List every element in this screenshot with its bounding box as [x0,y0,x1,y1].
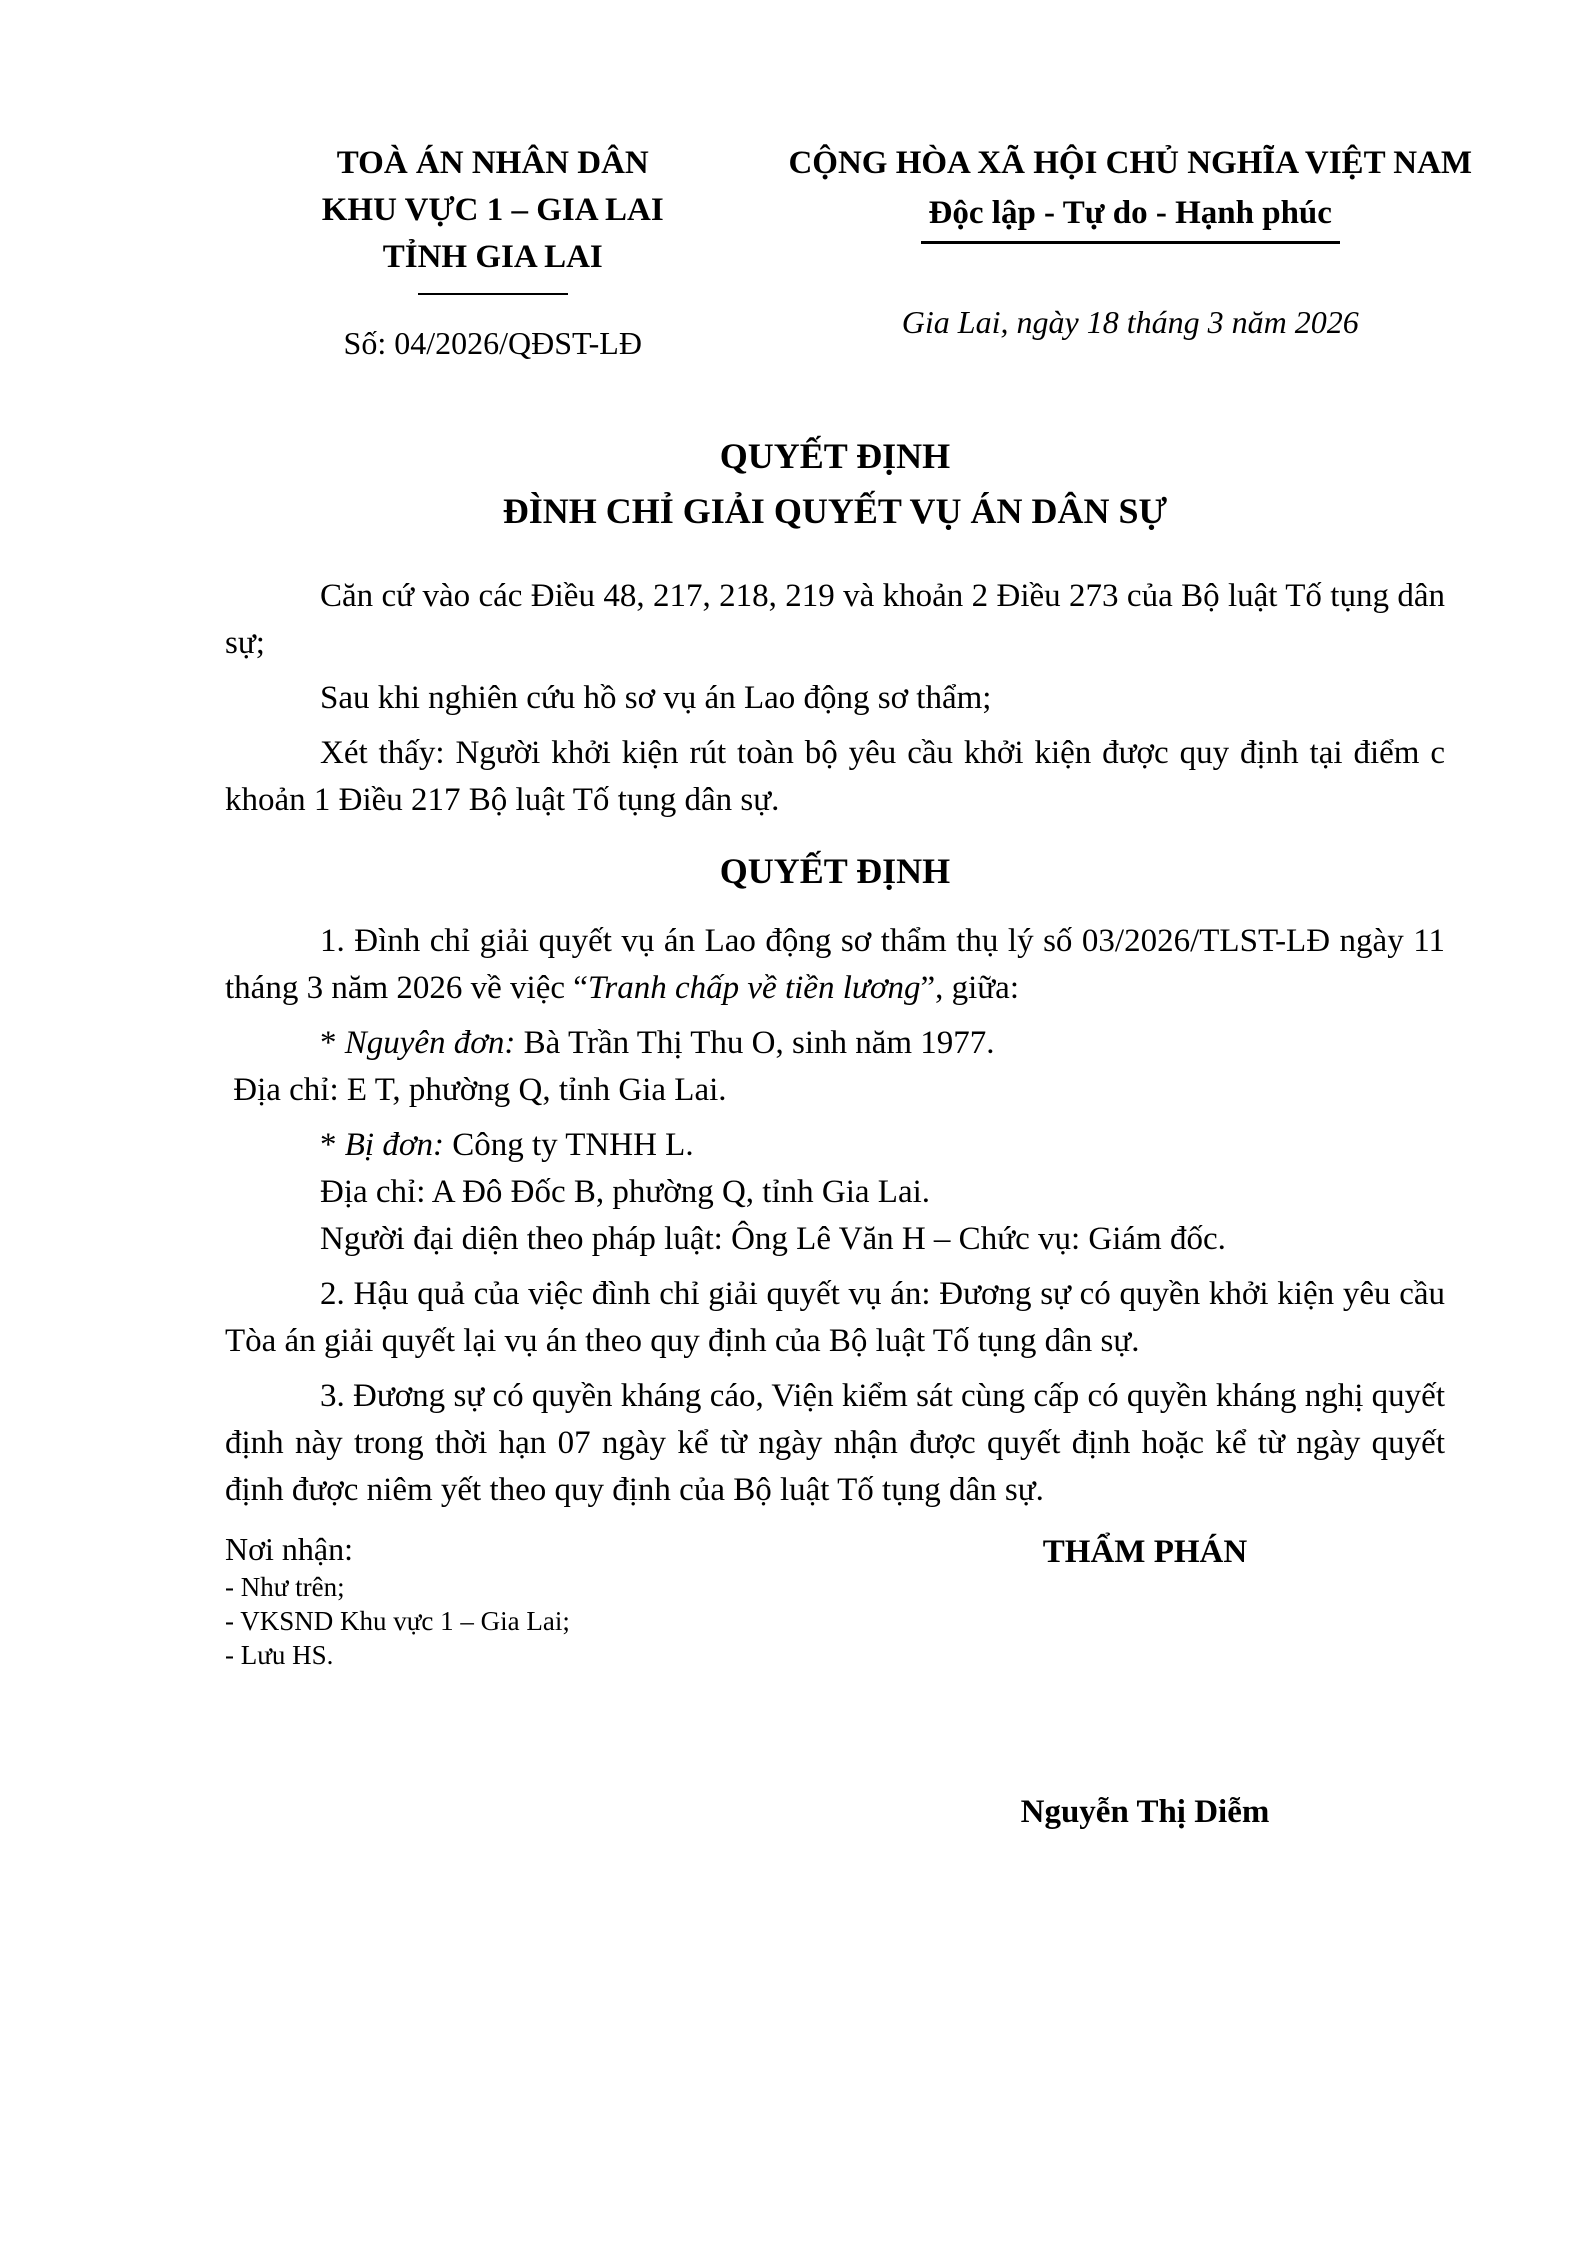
judge-name: Nguyễn Thị Diễm [1020,1794,1270,1830]
defendant-label: Bị đơn: [344,1127,444,1163]
recipients-block [225,1528,570,1672]
preamble-paragraph-1: Căn cứ vào các Điều 48, 217, 218, 219 và khoản 2 Điều 273 của Bộ luật Tố tụng dân sự; [225,578,1445,661]
preamble-paragraph-2: Sau khi nghiên cứu hồ sơ vụ án Lao động sơ thẩm; [320,680,992,716]
plaintiff-address-line: Địa chỉ: E T, phường Q, tỉnh Gia Lai. [225,1072,727,1108]
decision-item-3: 3. Đương sự có quyền kháng cáo, Viện kiểm sát cùng cấp có quyền kháng nghị quyết định này trong thời hạn 07 ngày kể từ ngày nhận được quyết định hoặc kể từ ngày quyết định được niêm yết theo quy định của Bộ luật Tố tụng dân sự. [225,1378,1445,1508]
preamble-paragraph-3: Xét thấy: Người khởi kiện rút toàn bộ yêu cầu khởi kiện được quy định tại điểm c khoản 1 Điều 217 Bộ luật Tố tụng dân sự. [225,735,1445,818]
document-footer [225,1528,1445,1835]
recipient-item: - Lưu HS. [225,1640,334,1670]
decision-item-2: 2. Hậu quả của việc đình chỉ giải quyết vụ án: Đương sự có quyền khởi kiện yêu cầu Tòa án giải quyết lại vụ án theo quy định của Bộ luật Tố tụng dân sự. [225,1276,1445,1359]
national-motto: Độc lập - Tự do - Hạnh phúc [921,191,1340,244]
defendant-address-line: Địa chỉ: A Đô Đốc B, phường Q, tỉnh Gia Lai. [320,1174,931,1210]
signature-block [845,1530,1445,1835]
case-subject-italic: Tranh chấp về tiền lương [587,970,921,1006]
decision-item-1-text: 1. Đình chỉ giải quyết vụ án Lao động sơ thẩm thụ lý số 03/2026/TLST-LĐ ngày 11 tháng 3 năm 2026 về việc “ [225,923,1445,1006]
decision-item-1 [225,918,1445,1012]
recipient-item: - VKSND Khu vực 1 – Gia Lai; [225,1606,570,1636]
defendant-marker: * [320,1127,345,1163]
court-name-line-1: TOÀ ÁN NHÂN DÂN [336,145,649,181]
decision-section-heading: QUYẾT ĐỊNH [719,851,951,891]
plaintiff-name: Bà Trần Thị Thu O, sinh năm 1977. [515,1025,995,1061]
court-header-block [225,140,761,363]
judge-title: THẨM PHÁN [1042,1534,1248,1570]
national-name-line: CỘNG HÒA XÃ HỘI CHỦ NGHĨA VIỆT NAM [788,145,1473,181]
title-line-1: QUYẾT ĐỊNH [719,436,951,476]
document-body [225,573,1445,1514]
plaintiff-marker: * [320,1025,345,1061]
decision-item-1-tail: ”, giữa: [920,970,1019,1006]
title-line-2: ĐÌNH CHỈ GIẢI QUYẾT VỤ ÁN DÂN SỰ [502,491,1168,531]
recipients-label: Nơi nhận: [225,1531,354,1567]
court-name-line-2: KHU VỰC 1 – GIA LAI [321,192,664,228]
document-header [225,140,1500,363]
defendant-line [225,1122,1445,1169]
header-divider-rule [418,293,568,295]
document-title [225,429,1445,539]
document-number: Số: 04/2026/QĐST-LĐ [343,325,642,361]
court-name-line-3: TỈNH GIA LAI [382,239,603,275]
national-header-block [761,140,1501,363]
plaintiff-label: Nguyên đơn: [344,1025,516,1061]
plaintiff-line [225,1020,1445,1067]
legal-representative-line: Người đại diện theo pháp luật: Ông Lê Văn H – Chức vụ: Giám đốc. [320,1221,1226,1257]
recipient-item: - Như trên; [225,1572,345,1602]
issue-date: Gia Lai, ngày 18 tháng 3 năm 2026 [901,304,1359,340]
defendant-name: Công ty TNHH L. [443,1127,694,1163]
